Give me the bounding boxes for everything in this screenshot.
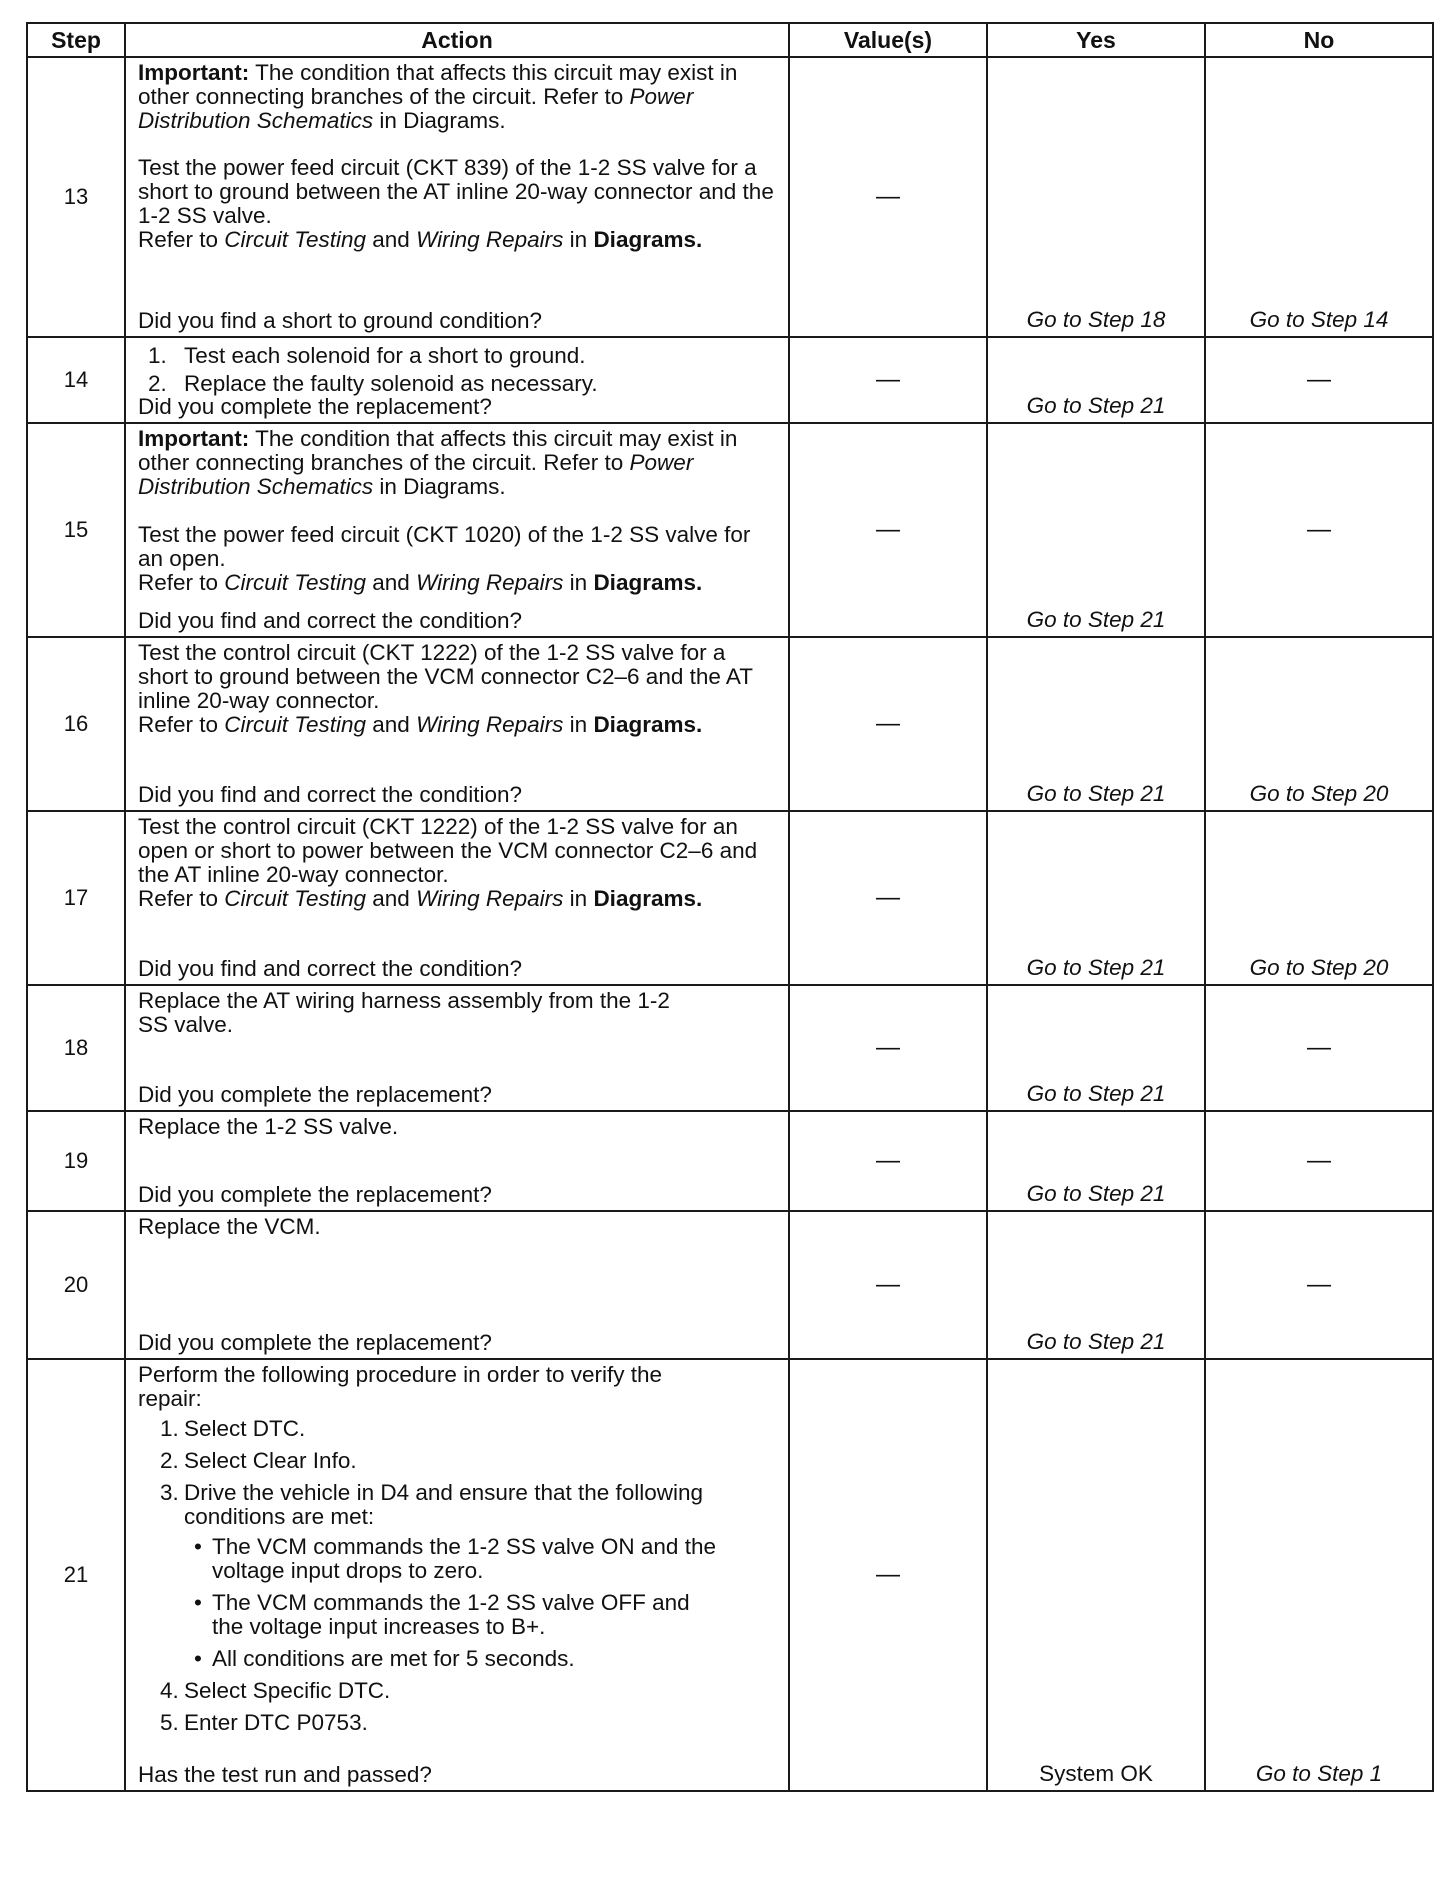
step-number: 20 (27, 1211, 125, 1359)
condition-list (184, 1535, 718, 1671)
list-item: 2. Replace the faulty solenoid as necessary. (148, 371, 598, 396)
action-cell (125, 1111, 789, 1211)
list-item: • The VCM commands the 1-2 SS valve OFF and the voltage input increases to B+. (184, 1591, 718, 1639)
action-text: Test the power feed circuit (CKT 1020) of the 1-2 SS valve for an open. (138, 522, 751, 571)
action-text: Test the control circuit (CKT 1222) of the 1-2 SS valve for a short to ground between the VCM connector C2–6 and the AT inline 20-way connector. (138, 640, 753, 713)
question-text: Did you find and correct the condition? (138, 608, 522, 633)
yes-cell: Go to Step 21 (987, 811, 1205, 985)
yes-cell: Go to Step 21 (987, 637, 1205, 811)
question-text: Did you find a short to ground condition? (138, 308, 543, 333)
header-action: Action (125, 23, 789, 57)
no-cell: — (1205, 985, 1433, 1111)
value-cell: — (789, 1111, 987, 1211)
action-text: Replace the VCM. (138, 1214, 321, 1239)
table-row (27, 337, 1433, 423)
action-cell (125, 1211, 789, 1359)
yes-cell: Go to Step 21 (987, 423, 1205, 637)
no-cell: Go to Step 20 (1205, 637, 1433, 811)
question-text: Did you complete the replacement? (138, 1082, 492, 1107)
reference-text: Refer to Circuit Testing and Wiring Repairs in Diagrams. (138, 227, 703, 252)
reference-text: Refer to Circuit Testing and Wiring Repairs in Diagrams. (138, 570, 703, 595)
step-number: 16 (27, 637, 125, 811)
list-item: • All conditions are met for 5 seconds. (184, 1647, 718, 1671)
step-number: 18 (27, 985, 125, 1111)
step-number: 13 (27, 57, 125, 337)
action-text: Replace the AT wiring harness assembly from the 1-2 SS valve. (138, 988, 670, 1037)
yes-cell: System OK (987, 1359, 1205, 1791)
question-text: Did you find and correct the condition? (138, 782, 522, 807)
reference-text: Refer to Circuit Testing and Wiring Repairs in Diagrams. (138, 886, 703, 911)
list-item: 1. Select DTC. (160, 1416, 306, 1441)
no-cell: — (1205, 337, 1433, 423)
value-cell: — (789, 1211, 987, 1359)
table-row (27, 57, 1433, 337)
value-cell: — (789, 985, 987, 1111)
list-item: 2. Select Clear Info. (160, 1448, 357, 1473)
value-cell: — (789, 337, 987, 423)
question-text: Did you complete the replacement? (138, 1330, 492, 1355)
action-cell (125, 811, 789, 985)
question-text: Did you find and correct the condition? (138, 956, 522, 981)
action-text: Test the power feed circuit (CKT 839) of the 1-2 SS valve for a short to ground between the AT inline 20-way connector and the 1-2 SS valve. (138, 155, 774, 228)
procedure-list (138, 1417, 718, 1735)
table-row (27, 1111, 1433, 1211)
step-number: 17 (27, 811, 125, 985)
action-cell (125, 423, 789, 637)
procedure-list (138, 344, 778, 396)
list-item: 1. Test each solenoid for a short to ground. (148, 343, 586, 368)
step-number: 14 (27, 337, 125, 423)
step-number: 21 (27, 1359, 125, 1791)
no-cell: Go to Step 1 (1205, 1359, 1433, 1791)
important-note: Important: The condition that affects this circuit may exist in other connecting branches of the circuit. Refer to Power Distribution Schematics in Diagrams. (138, 60, 738, 133)
no-cell: — (1205, 1111, 1433, 1211)
header-no: No (1205, 23, 1433, 57)
yes-cell: Go to Step 21 (987, 1111, 1205, 1211)
no-cell: — (1205, 1211, 1433, 1359)
yes-cell: Go to Step 21 (987, 1211, 1205, 1359)
table-row (27, 811, 1433, 985)
header-step: Step (27, 23, 125, 57)
value-cell: — (789, 1359, 987, 1791)
list-item: 3. Drive the vehicle in D4 and ensure that the following conditions are met: • The VCM commands the 1-2 SS valve ON and the voltage input drops to zero. • The VCM commands the 1-2 SS valve OFF and the voltage input increases to B+. • All conditions are met for 5 seconds. (138, 1481, 718, 1671)
action-text: Replace the 1-2 SS valve. (138, 1114, 399, 1139)
diagnostic-table (26, 22, 1434, 1792)
yes-cell: Go to Step 21 (987, 985, 1205, 1111)
table-row (27, 1359, 1433, 1791)
question-text: Did you complete the replacement? (138, 394, 492, 419)
table-row (27, 1211, 1433, 1359)
reference-text: Refer to Circuit Testing and Wiring Repairs in Diagrams. (138, 712, 703, 737)
value-cell: — (789, 423, 987, 637)
action-cell (125, 985, 789, 1111)
header-yes: Yes (987, 23, 1205, 57)
action-text: Perform the following procedure in order to verify the repair: (138, 1362, 663, 1411)
action-cell (125, 337, 789, 423)
list-item: 5. Enter DTC P0753. (160, 1710, 368, 1735)
step-number: 15 (27, 423, 125, 637)
value-cell: — (789, 57, 987, 337)
action-cell (125, 637, 789, 811)
action-cell (125, 1359, 789, 1791)
table-row (27, 423, 1433, 637)
important-note: Important: The condition that affects this circuit may exist in other connecting branches of the circuit. Refer to Power Distribution Schematics in Diagrams. (138, 426, 738, 499)
table-row (27, 985, 1433, 1111)
no-cell: Go to Step 14 (1205, 57, 1433, 337)
value-cell: — (789, 637, 987, 811)
step-number: 19 (27, 1111, 125, 1211)
table-row (27, 637, 1433, 811)
no-cell: — (1205, 423, 1433, 637)
yes-cell: Go to Step 21 (987, 337, 1205, 423)
header-row (27, 23, 1433, 57)
list-item: • The VCM commands the 1-2 SS valve ON and the voltage input drops to zero. (184, 1535, 718, 1583)
value-cell: — (789, 811, 987, 985)
no-cell: Go to Step 20 (1205, 811, 1433, 985)
list-item: 4. Select Specific DTC. (160, 1678, 391, 1703)
yes-cell: Go to Step 18 (987, 57, 1205, 337)
header-values: Value(s) (789, 23, 987, 57)
action-cell (125, 57, 789, 337)
question-text: Has the test run and passed? (138, 1762, 432, 1787)
action-text: Test the control circuit (CKT 1222) of the 1-2 SS valve for an open or short to power between the VCM connector C2–6 and the AT inline 20-way connector. (138, 814, 758, 887)
question-text: Did you complete the replacement? (138, 1182, 492, 1207)
